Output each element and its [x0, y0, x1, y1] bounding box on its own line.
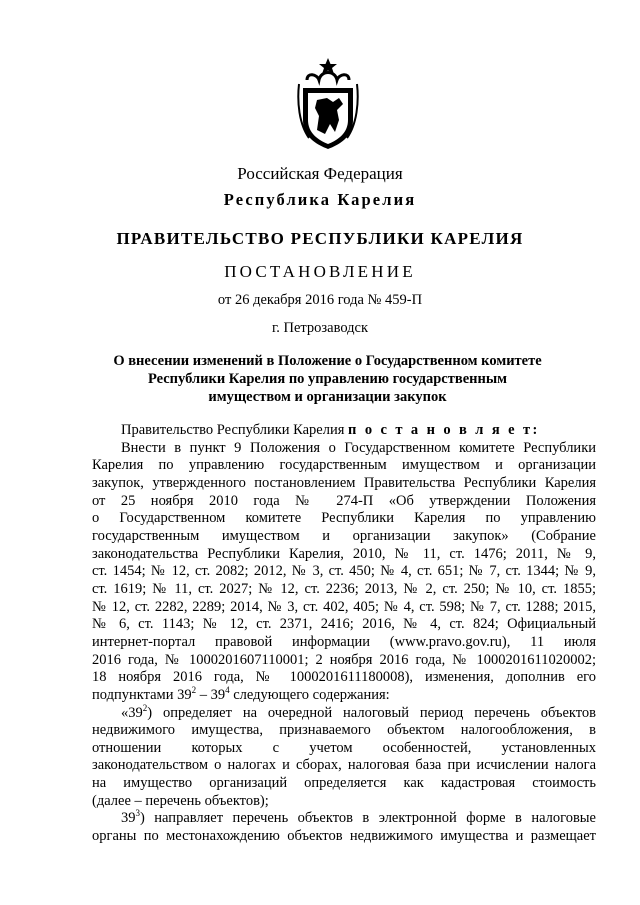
document-subject: [110, 352, 545, 406]
document-date-number: от 26 декабря 2016 года № 459-П: [217, 292, 423, 308]
superscript: 3: [135, 808, 140, 819]
republic-title: Республика Карелия: [223, 190, 417, 209]
body-line: [92, 810, 596, 828]
body-line: недвижимого имущества, признаваемого объектом налогообложения, в: [92, 722, 596, 739]
superscript: 4: [225, 685, 230, 696]
intro-paragraph: [92, 422, 596, 440]
subpoint-number: 39: [121, 810, 136, 827]
intro-text: Правительство Республики Карелия: [121, 422, 349, 438]
body-line: [92, 687, 596, 705]
intro-verb: п о с т а н о в л я е т:: [348, 422, 540, 438]
body-line: законодательством о налогах и сборах, налоговая база при исчислении налога: [92, 757, 596, 774]
karelia-coat-of-arms-icon: [297, 58, 359, 150]
body-line: органы по местонахождению объектов недвижимого имущества и размещает: [92, 828, 596, 845]
body-line: отношении которых с учетом особенностей, установленных: [92, 739, 596, 756]
body-line: Внести в пункт 9 Положения о Государственном комитете Республики: [121, 439, 596, 456]
subpoints-dash: – 39: [196, 686, 226, 703]
body-line: 18 ноября 2016 года, № 1000201611180008), изменения, дополнив его: [92, 669, 596, 686]
subpoint-number: «39: [121, 704, 143, 721]
subpoint-text: ) определяет на очередной налоговый период перечень объектов: [147, 704, 596, 721]
subpoint-text: ) направляет перечень объектов в электронной форме в налоговые: [140, 810, 596, 827]
subject-line: О внесении изменений в Положение о Государственном комитете: [113, 353, 542, 369]
superscript: 2: [191, 685, 197, 696]
body-line: закупок, утвержденного постановлением Правительства Республики Карелия: [92, 474, 596, 491]
body-line: № 6, ст. 1143; № 12, ст. 2371, 2416; 2016, № 4, ст. 824; Официальный: [92, 616, 596, 633]
body-line: Карелия по управлению государственным имуществом и организации: [92, 457, 596, 474]
government-title: ПРАВИТЕЛЬСТВО РЕСПУБЛИКИ КАРЕЛИЯ: [116, 229, 524, 248]
body-line: интернет-портал правовой информации (www.pravo.gov.ru), 11 июля: [92, 633, 596, 650]
document-city: г. Петрозаводск: [271, 320, 369, 336]
body-line: ст. 1454; № 12, ст. 2082; 2012, № 3, ст. 450; № 4, ст. 651; № 7, ст. 1344; № 9,: [92, 563, 596, 580]
document-type: ПОСТАНОВЛЕНИЕ: [224, 262, 416, 281]
body-line: № 12, ст. 2282, 2289; 2014, № 3, ст. 402, 405; № 4, ст. 598; № 7, ст. 1288; 2015,: [92, 598, 596, 615]
body-line: [92, 702, 596, 723]
body-line: о Государственном комитете Республики Карелия по управлению: [92, 510, 596, 527]
document-body: [92, 422, 596, 846]
body-line: законодательства Республики Карелия, 2010, № 11, ст. 1476; 2011, № 9,: [92, 545, 596, 562]
body-line: (далее – перечень объектов);: [92, 792, 269, 809]
body-line: от 25 ноября 2010 года № 274-П «Об утверждении Положения: [92, 492, 596, 509]
federation-title: Российская Федерация: [237, 164, 403, 183]
body-line: 2016 года, № 1000201607110001; 2 ноября 2016 года, № 1000201611020002;: [92, 651, 596, 668]
subpoints-text: подпунктами 39: [92, 686, 192, 703]
body-line: ст. 1619; № 11, ст. 2027; № 12, ст. 2236; 2013, № 2, ст. 250; № 10, ст. 1855;: [92, 580, 596, 597]
subject-line: Республики Карелия по управлению государственным: [147, 371, 508, 387]
subpoints-tail: следующего содержания:: [229, 686, 390, 703]
superscript: 2: [142, 702, 148, 713]
body-line: на имущество организаций определяется как кадастровая стоимость: [92, 775, 596, 792]
body-line: государственным имуществом и организации закупок» (Собрание: [92, 527, 596, 544]
subject-line: имуществом и организации закупок: [208, 389, 447, 405]
